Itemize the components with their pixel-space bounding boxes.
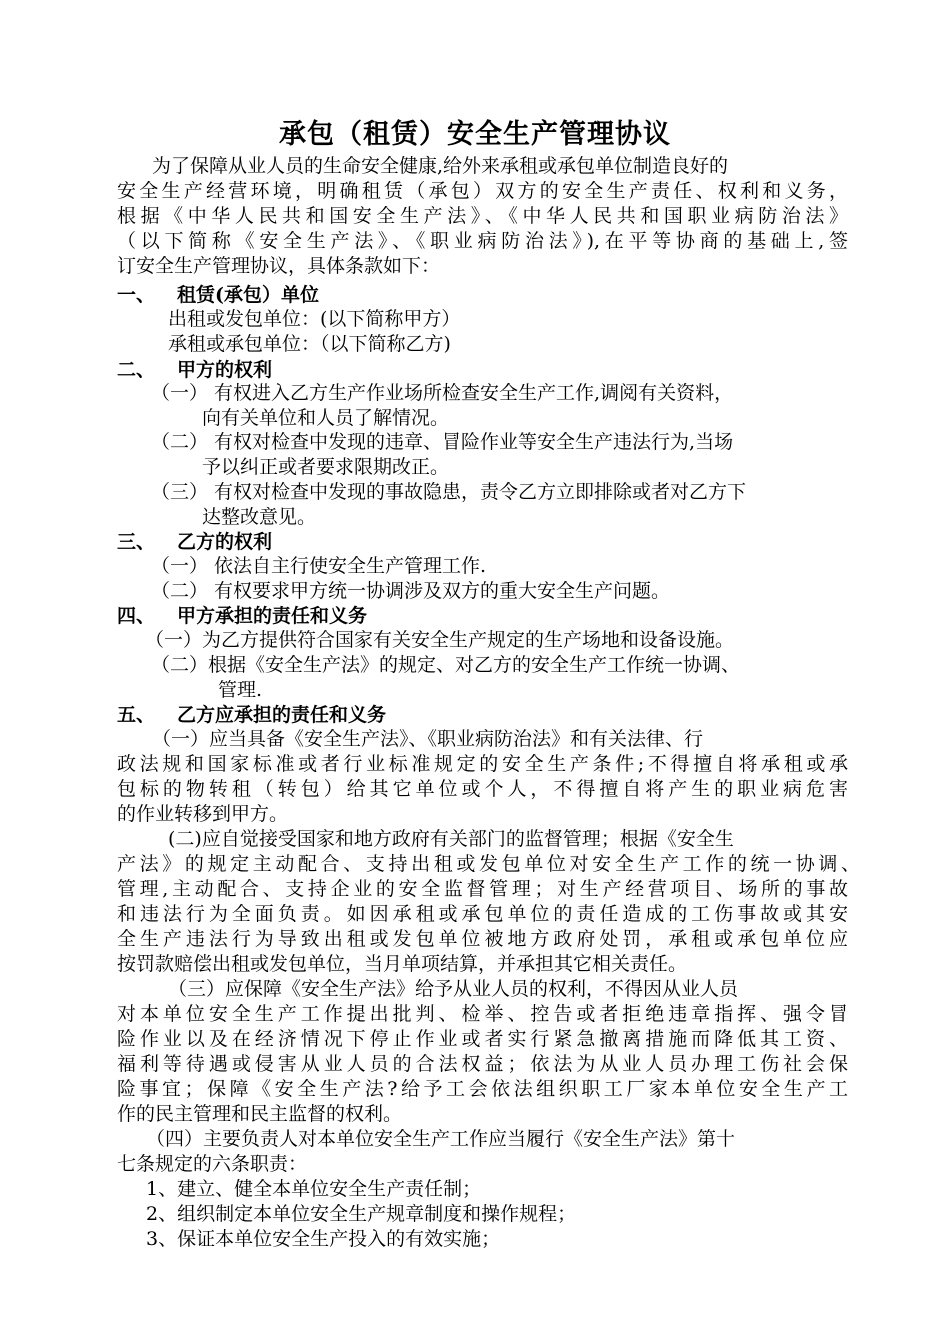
section-heading [117,283,319,307]
paragraph-line: 对本单位安全生产工作提出批判、检举、控告或者拒绝违章指挥、强令冒 [117,1003,848,1025]
section-line: （二） 有权要求甲方统一协调涉及双方的重大安全生产问题。 [151,580,671,602]
paragraph-line: （一）应当具备《安全生产法》、《职业病防治法》和有关法律、行 [152,728,704,750]
paragraph-line: 管理,主动配合、支持企业的安全监督管理；对生产经营项目、场所的事故 [117,878,848,900]
paragraph-line: 产法》的规定主动配合、支持出租或发包单位对安全生产工作的统一协调、 [117,853,860,875]
duty-item: 2、组织制定本单位安全生产规章制度和操作规程； [146,1203,577,1225]
intro-line: （以下简称《安全生产法》、《职业病防治法》),在平等协商的基础上,签 [117,230,848,252]
section-number: 五、 [117,704,156,726]
section-line: 达整改意见。 [202,506,317,528]
section-heading [117,358,272,382]
section-title: 乙方应承担的责任和义务 [177,704,387,726]
duty-item: 1、建立、健全本单位安全生产责任制； [146,1178,482,1200]
section-number: 四、 [117,605,156,627]
paragraph-line: 福利等待遇或侵害从业人员的合法权益；依法为从业人员办理工伤社会保 [117,1053,848,1075]
paragraph-line: （四）主要负责人对本单位安全生产工作应当履行《安全生产法》第十 [146,1128,736,1150]
paragraph-line: （三）应保障《安全生产法》给予从业人员的权利，不得因从业人员 [168,978,739,1000]
section-line: （一）为乙方提供符合国家有关安全生产规定的生产场地和设备设施。 [145,629,735,651]
section-line: （二） 有权对检查中发现的违章、冒险作业等安全生产违法行为,当场 [151,431,734,453]
section-heading [117,530,272,554]
paragraph-line: 政法规和国家标准或者行业标准规定的安全生产条件;不得擅自将承租或承 [117,753,848,775]
duty-item: 3、保证本单位安全生产投入的有效实施； [146,1228,501,1250]
section-number: 二、 [117,359,156,381]
section-line: 予以纠正或者要求限期改正。 [202,456,450,478]
paragraph-line: 的作业转移到甲方。 [117,803,289,825]
paragraph-line: 和违法行为全面负责。如因承租或承包单位的责任造成的工伤事故或其安 [117,903,848,925]
intro-line: 根据《中华人民共和国安全生产法》、《中华人民共和国职业病防治法》 [117,205,848,227]
section-title: 乙方的权利 [177,531,273,553]
section-number: 三、 [117,531,156,553]
section-line: （二）根据《安全生产法》的规定、对乙方的安全生产工作统一协调、 [151,654,741,676]
paragraph-line: 险作业以及在经济情况下停止作业或者实行紧急撤离措施而降低其工资、 [117,1028,848,1050]
section-number: 一、 [117,284,156,306]
paragraph-line: 包标的物转租（转包）给其它单位或个人，不得擅自将产生的职业病危害 [117,778,848,800]
section-line: （一） 有权进入乙方生产作业场所检查安全生产工作,调阅有关资料， [151,382,734,404]
section-line: 管理. [218,679,263,701]
intro-line: 订安全生产管理协议，具体条款如下： [117,255,441,277]
section-line: 向有关单位和人员了解情况。 [202,407,450,429]
intro-line: 安全生产经营环境，明确租赁（承包）双方的安全生产责任、权利和义务， [117,180,848,202]
section-line: （一） 依法自主行使安全生产管理工作. [151,555,487,577]
section-line: 承租或承包单位：（以下简称乙方) [168,333,451,355]
section-line: 出租或发包单位：(以下简称甲方） [168,308,461,330]
paragraph-line: (二)应自觉接受国家和地方政府有关部门的监督管理；根据《安全生 [168,828,734,850]
intro-line: 为了保障从业人员的生命安全健康,给外来承租或承包单位制造良好的 [152,155,729,177]
paragraph-line: 全生产违法行为导致出租或发包单位被地方政府处罚，承租或承包单位应 [117,928,848,950]
paragraph-line: 险事宜；保障《安全生产法?给予工会依法组织职工厂家本单位安全生产工 [117,1078,848,1100]
section-title: 甲方承担的责任和义务 [177,605,368,627]
section-line: （三） 有权对检查中发现的事故隐患，责令乙方立即排除或者对乙方下 [151,481,747,503]
paragraph-line: 七条规定的六条职责： [117,1153,308,1175]
section-heading [117,703,386,727]
document-title: 承包（租赁）安全生产管理协议 [279,119,671,150]
paragraph-line: 按罚款赔偿出租或发包单位，当月单项结算，并承担其它相关责任。 [117,953,688,975]
paragraph-line: 作的民主管理和民主监督的权利。 [117,1103,403,1125]
section-heading [117,604,367,628]
section-title: 租赁(承包）单位 [177,284,319,306]
section-title: 甲方的权利 [177,359,273,381]
